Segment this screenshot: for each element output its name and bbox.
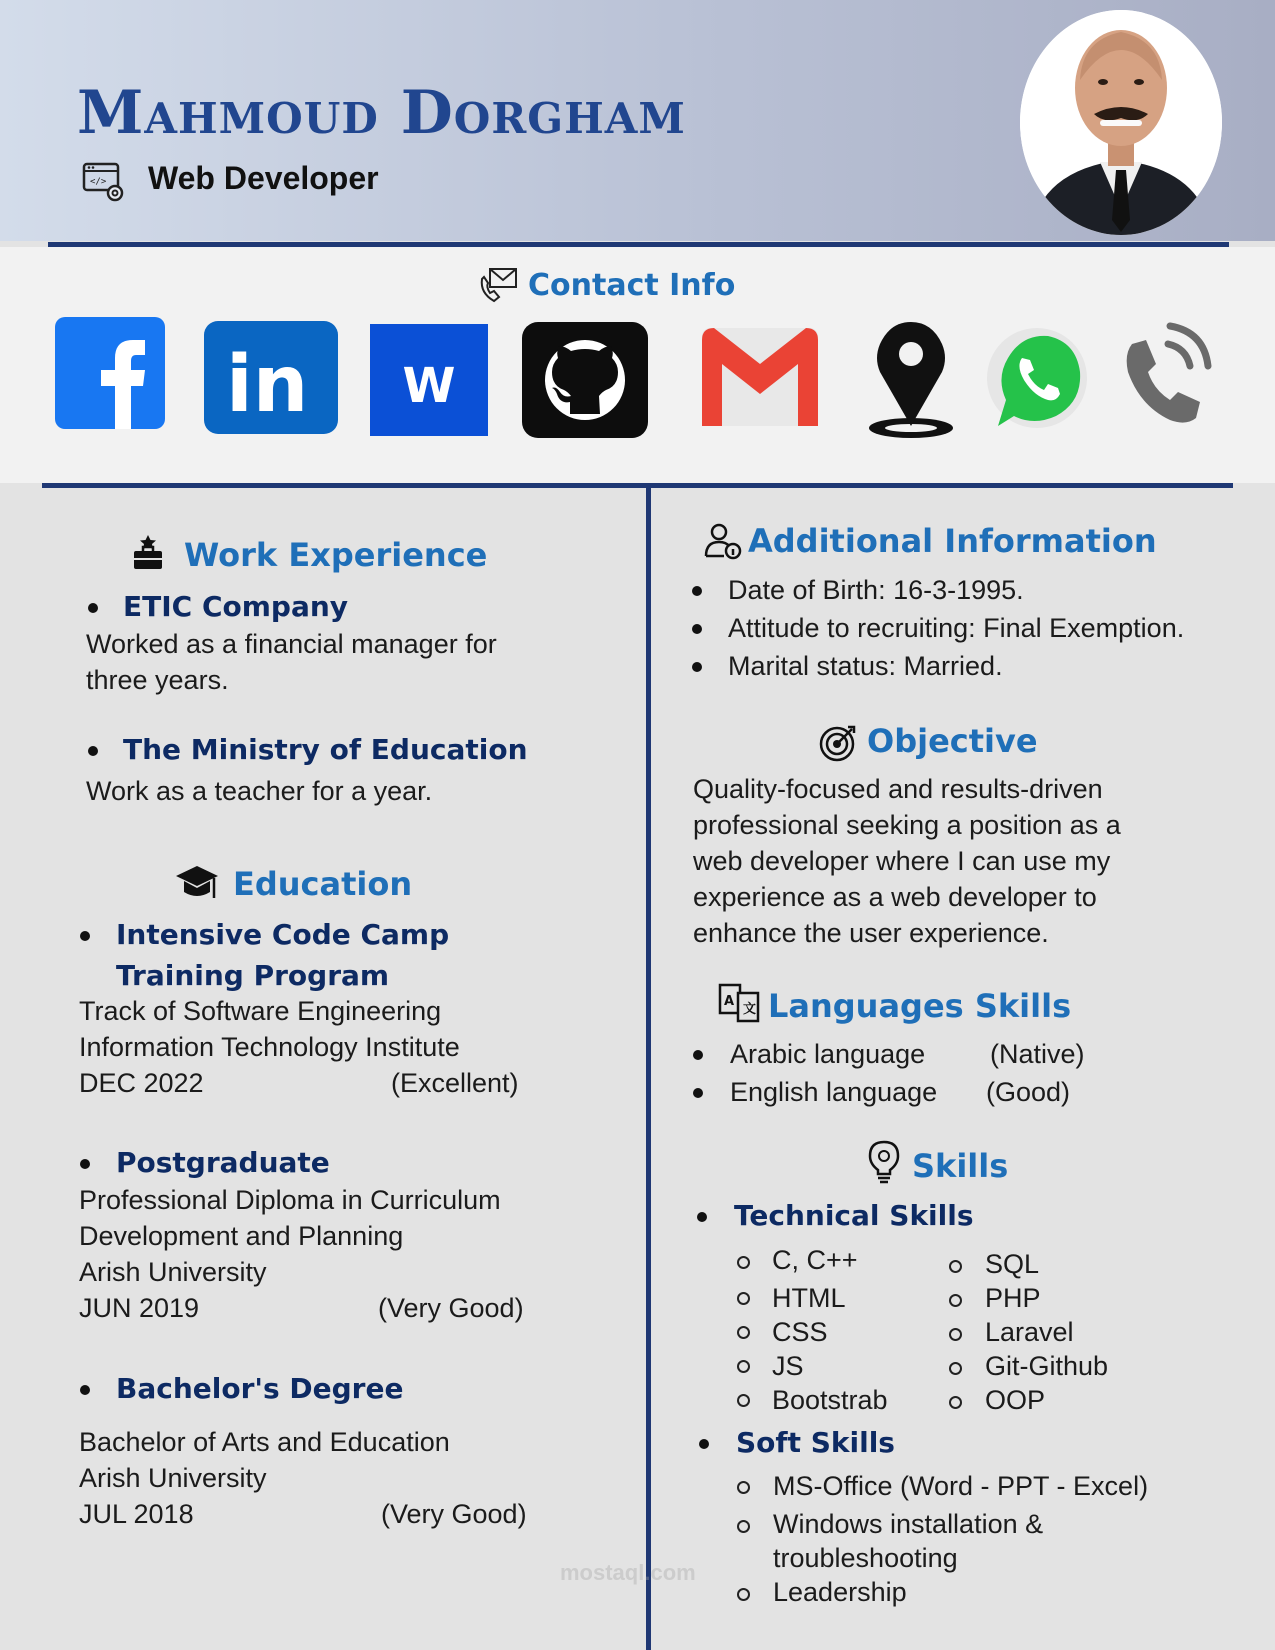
phone-icon[interactable] xyxy=(1112,314,1212,442)
soft-skill-cont: troubleshooting xyxy=(773,1543,958,1573)
education-line: Bachelor of Arts and Education xyxy=(79,1427,450,1457)
education-title: Education xyxy=(233,865,413,903)
contact-divider xyxy=(42,483,1233,488)
contact-title: Contact Info xyxy=(528,267,736,303)
technical-skills-title: Technical Skills xyxy=(734,1199,974,1232)
github-icon[interactable] xyxy=(522,314,648,442)
gmail-icon[interactable] xyxy=(696,314,824,442)
education-line: Arish University xyxy=(79,1257,267,1287)
profile-photo xyxy=(1020,10,1222,235)
technical-skill: CSS xyxy=(772,1317,828,1347)
watermark: mostaql.com xyxy=(560,1560,696,1585)
wuzzuf-icon[interactable] xyxy=(370,314,488,442)
candidate-name: Mahmoud Dorgham xyxy=(77,78,686,148)
ring-bullet xyxy=(949,1328,962,1341)
objective-line: experience as a web developer to xyxy=(693,882,1097,912)
ring-bullet xyxy=(949,1294,962,1307)
education-grade: (Excellent) xyxy=(391,1068,519,1098)
education-line: Information Technology Institute xyxy=(79,1032,460,1062)
web-dev-gear-icon xyxy=(82,160,126,204)
bullet xyxy=(693,1050,703,1060)
linkedin-icon[interactable] xyxy=(204,314,338,442)
ring-bullet xyxy=(737,1326,750,1339)
education-line: Track of Software Engineering xyxy=(79,996,442,1026)
technical-skill: Git-Github xyxy=(985,1351,1109,1381)
ring-bullet xyxy=(737,1520,750,1533)
education-item-title-cont: Training Program xyxy=(116,959,390,992)
wuzzuf-letter: W xyxy=(402,358,456,414)
work-item-line: three years. xyxy=(86,665,229,695)
technical-skill: OOP xyxy=(985,1385,1046,1415)
bullet xyxy=(88,603,98,613)
soft-skill: Windows installation & xyxy=(773,1509,1044,1539)
bullet xyxy=(693,1088,703,1098)
translate-icon xyxy=(718,983,760,1023)
briefcase-award-icon xyxy=(130,535,166,571)
additional-item: Attitude to recruiting: Final Exemption. xyxy=(728,613,1185,643)
language-name: Arabic language xyxy=(730,1039,926,1069)
bullet xyxy=(80,1385,90,1395)
work-item-title: The Ministry of Education xyxy=(123,733,528,766)
soft-skill: MS-Office (Word - PPT - Excel) xyxy=(773,1471,1149,1501)
technical-skill: JS xyxy=(772,1351,804,1381)
bullet xyxy=(80,931,90,941)
education-line: Development and Planning xyxy=(79,1221,404,1251)
education-date: DEC 2022 xyxy=(79,1068,204,1098)
phone-mail-icon xyxy=(478,265,520,305)
additional-info-title: Additional Information xyxy=(748,522,1157,560)
language-level: (Native) xyxy=(990,1039,1085,1069)
bullet xyxy=(692,586,702,596)
svg-text:</>: </> xyxy=(90,177,107,187)
technical-skill: PHP xyxy=(985,1283,1041,1313)
graduation-cap-icon xyxy=(174,864,220,904)
education-grade: (Very Good) xyxy=(381,1499,527,1529)
education-line: Arish University xyxy=(79,1463,267,1493)
education-date: JUL 2018 xyxy=(79,1499,194,1529)
bullet xyxy=(699,1439,709,1449)
lightbulb-icon xyxy=(868,1140,900,1184)
ring-bullet xyxy=(737,1256,750,1269)
job-title: Web Developer xyxy=(148,160,379,196)
technical-skill: C, C++ xyxy=(772,1245,858,1275)
work-experience-title: Work Experience xyxy=(184,536,488,574)
work-item-line: Work as a teacher for a year. xyxy=(86,776,433,806)
svg-text:in: in xyxy=(226,340,309,430)
soft-skill: Leadership xyxy=(773,1577,907,1607)
bullet xyxy=(692,624,702,634)
soft-skills-title: Soft Skills xyxy=(736,1426,895,1459)
languages-title: Languages Skills xyxy=(768,987,1072,1025)
column-divider xyxy=(646,488,651,1650)
work-item-line: Worked as a financial manager for xyxy=(86,629,497,659)
education-line: Professional Diploma in Curriculum xyxy=(79,1185,501,1215)
language-level: (Good) xyxy=(986,1077,1071,1107)
objective-line: Quality-focused and results-driven xyxy=(693,774,1103,804)
education-grade: (Very Good) xyxy=(378,1293,524,1323)
language-name: English language xyxy=(730,1077,938,1107)
skills-title: Skills xyxy=(912,1147,1009,1185)
target-icon xyxy=(818,723,858,763)
svg-text:A: A xyxy=(724,994,735,1009)
technical-skill: Laravel xyxy=(985,1317,1074,1347)
facebook-icon[interactable] xyxy=(55,314,165,442)
location-pin-icon[interactable] xyxy=(866,314,956,442)
objective-line: web developer where I can use my xyxy=(693,846,1111,876)
ring-bullet xyxy=(949,1260,962,1273)
technical-skill: HTML xyxy=(772,1283,846,1313)
education-item-title: Intensive Code Camp xyxy=(116,918,450,951)
additional-item: Date of Birth: 16-3-1995. xyxy=(728,575,1024,605)
ring-bullet xyxy=(737,1481,750,1494)
contact-heading xyxy=(478,263,735,307)
whatsapp-icon[interactable] xyxy=(986,314,1088,442)
education-date: JUN 2019 xyxy=(79,1293,200,1323)
ring-bullet xyxy=(949,1362,962,1375)
bullet xyxy=(697,1212,707,1222)
bullet xyxy=(692,662,702,672)
user-info-icon xyxy=(704,522,742,560)
ring-bullet xyxy=(737,1588,750,1601)
additional-item: Marital status: Married. xyxy=(728,651,1003,681)
objective-line: enhance the user experience. xyxy=(693,918,1049,948)
svg-text:文: 文 xyxy=(743,1002,757,1017)
bullet xyxy=(80,1159,90,1169)
bullet xyxy=(88,746,98,756)
objective-title: Objective xyxy=(867,722,1038,760)
education-item-title: Postgraduate xyxy=(116,1146,330,1179)
work-item-title: ETIC Company xyxy=(123,590,349,623)
technical-skill: SQL xyxy=(985,1249,1040,1279)
ring-bullet xyxy=(737,1394,750,1407)
objective-line: professional seeking a position as a xyxy=(693,810,1121,840)
ring-bullet xyxy=(737,1360,750,1373)
technical-skill: Bootstrab xyxy=(772,1385,888,1415)
education-item-title: Bachelor's Degree xyxy=(116,1372,404,1405)
ring-bullet xyxy=(737,1292,750,1305)
ring-bullet xyxy=(949,1396,962,1409)
